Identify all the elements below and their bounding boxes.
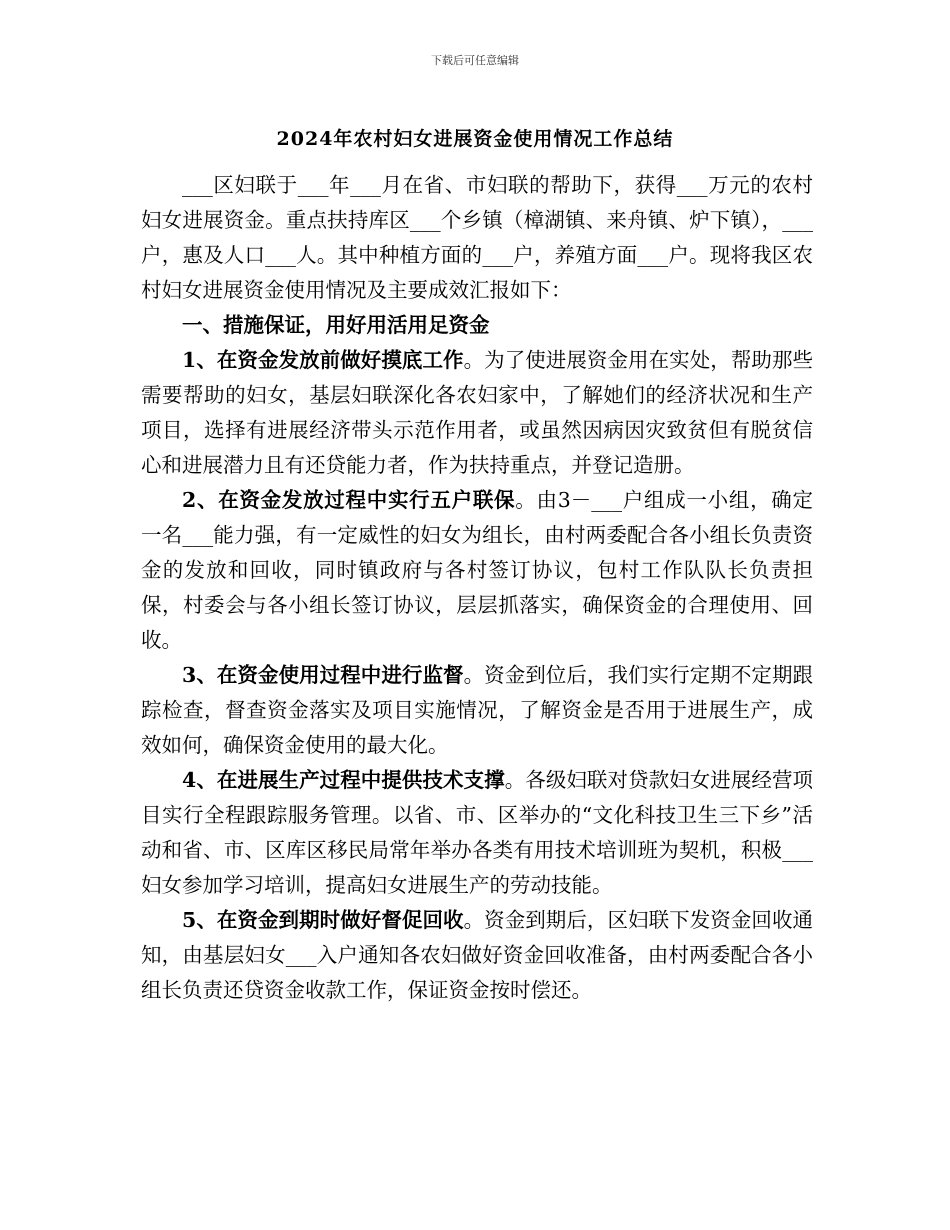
paragraph-item-1 bbox=[141, 343, 813, 483]
section-heading: 一、措施保证，用好用活用足资金 bbox=[182, 313, 490, 337]
item-lead: 1、在资金发放前做好摸底工作 bbox=[182, 348, 464, 372]
paragraph-item-4 bbox=[141, 763, 813, 903]
item-text: 。各级妇联对贷款妇女进展经营项目实行全程跟踪服务管理。以省、市、区举办的“文化科技卫生三下乡”活动和省、市、区库区移民局常年举办各类有用技术培训班为契机，积极___妇女参加学习培训，提高妇女进展生产的劳动技能。 bbox=[141, 768, 814, 897]
item-lead: 3、在资金使用过程中进行监督 bbox=[182, 663, 464, 687]
page-header-note: 下载后可任意编辑 bbox=[431, 54, 519, 67]
paragraph-item-3 bbox=[141, 658, 813, 763]
document-body bbox=[141, 168, 813, 1008]
paragraph-item-2 bbox=[141, 483, 813, 658]
paragraph-item-5 bbox=[141, 903, 813, 1008]
item-text: 。为了使进展资金用在实处，帮助那些需要帮助的妇女，基层妇联深化各农妇家中，了解她们的经济状况和生产项目，选择有进展经济带头示范作用者，或虽然因病因灾致贫但有脱贫信心和进展潜力且有还贷能力者，作为扶持重点，并登记造册。 bbox=[141, 348, 814, 477]
document-title: 2024年农村妇女进展资金使用情况工作总结 bbox=[276, 128, 674, 150]
intro-paragraph: ___区妇联于___年___月在省、市妇联的帮助下，获得___万元的农村妇女进展资金。重点扶持库区___个乡镇（樟湖镇、来舟镇、炉下镇），___户，惠及人口___人。其中种植方面的___户，养殖方面___户。现将我区农村妇女进展资金使用情况及主要成效汇报如下： bbox=[141, 173, 813, 302]
item-lead: 4、在进展生产过程中提供技术支撑 bbox=[182, 768, 505, 792]
item-lead: 2、在资金发放过程中实行五户联保 bbox=[182, 488, 516, 512]
item-text: 。资金到期后，区妇联下发资金回收通知，由基层妇女___入户通知各农妇做好资金回收准备，由村两委配合各小组长负责还贷资金收款工作，保证资金按时偿还。 bbox=[141, 908, 814, 1002]
item-text: 。资金到位后，我们实行定期不定期跟踪检查，督查资金落实及项目实施情况，了解资金是否用于进展生产，成效如何，确保资金使用的最大化。 bbox=[141, 663, 814, 757]
item-text: 。由3－___户组成一小组，确定一名___能力强，有一定威性的妇女为组长，由村两委配合各小组长负责资金的发放和回收，同时镇政府与各村签订协议，包村工作队队长负责担保，村委会与各小组长签订协议，层层抓落实，确保资金的合理使用、回收。 bbox=[141, 488, 814, 652]
item-lead: 5、在资金到期时做好督促回收 bbox=[182, 908, 464, 932]
